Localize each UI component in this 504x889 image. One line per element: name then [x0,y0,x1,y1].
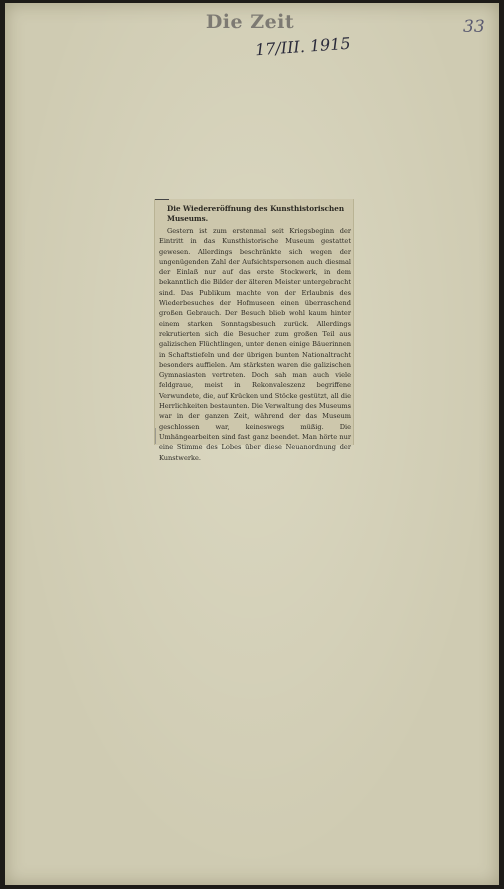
archive-sheet [5,3,499,885]
newspaper-clipping [154,199,354,462]
newspaper-masthead: Die Zeit [205,11,295,33]
pencil-margin-mark [155,428,168,444]
article-headline: Die Wiedereröffnung des Kunsthistorischen Museums. [167,204,345,223]
headline-rule [155,199,169,200]
article-body: Gestern ist zum erstenmal seit Kriegsbeginn der Eintritt in das Kunsthistorische Museum gestattet gewesen. Allerdings beschränkte sich wegen der ungenügenden Zahl der Aufsichtspersonen auch diesmal der Einlaß nur auf das erste Stockwerk, in dem bekanntlich die Bilder der älteren Meister untergebracht sind. Das Publikum machte von der Erlaubnis des Wiederbesuches der Hofmuseen einen überraschend großen Gebrauch. Der Besuch blieb wohl kaum hinter einem starken Sonntagsbesuch zurück. Allerdings rekrutierten sich die Besucher zum großen Teil aus galizischen Flüchtlingen, unter denen einige Bäuerinnen in Schaftstiefeln und der übrigen bunten Nationaltracht besonders auffielen. Am stärksten waren die galizischen Gymnasiasten vertreten. Doch sah man auch viele feldgraue, meist in Rekonvaleszenz begriffene Verwundete, die, auf Krücken und Stöcke gestützt, all die Herrlichkeiten bestaunten. Die Verwaltung des Museums war in der ganzen Zeit, während der das Museum geschlossen war, keineswegs müßig. Die Umhängearbeiten sind fast ganz beendet. Man hörte nur eine Stimme des Lobes über diese Neuanordnung der Kunstwerke. [159,227,351,462]
handwritten-date: 17/III. 1915 [254,33,352,60]
folio-number: 33 [463,17,485,37]
